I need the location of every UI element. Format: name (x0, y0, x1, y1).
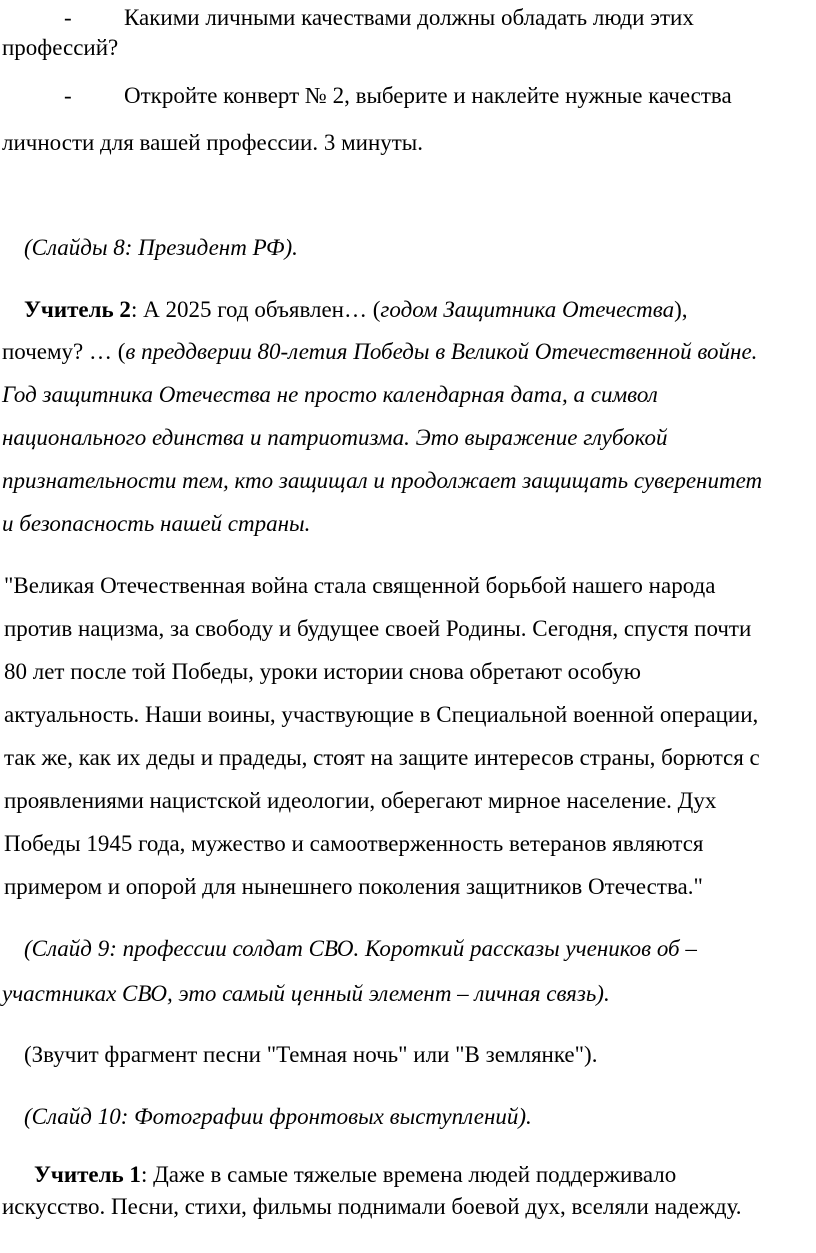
teacher-2-line-1 (24, 296, 688, 324)
teacher-2-line-3-text: Год защитника Отечества не просто календарная дата, а символ (2, 382, 658, 407)
teacher-2-tail: ), (674, 297, 688, 322)
list-item-2-line-2: личности для вашей профессии. 3 минуты. (2, 130, 424, 155)
quote-line: проявлениями нацистской идеологии, оберегают мирное население. Дух (4, 788, 717, 813)
teacher-2-answer: годом Защитника Отечества (380, 297, 675, 322)
quote-line: так же, как их деды и прадеды, стоят на защите интересов страны, борются с (4, 745, 760, 770)
slide-9-line-2-text: участниках СВО, это самый ценный элемент – личная связь). (2, 981, 610, 1006)
teacher-2-line-4-text: национального единства и патриотизма. Это выражение глубокой (2, 425, 668, 450)
slide-9-line-1 (24, 935, 697, 963)
list-dash-1: - (64, 5, 72, 30)
teacher-2-line-3 (2, 381, 658, 409)
teacher-1-line-1 (34, 1161, 676, 1189)
teacher-2-speaker: Учитель 2 (24, 297, 131, 322)
list-item-1-line-1: Какими личными качествами должны обладать люди этих (124, 5, 694, 30)
slide-10-note (24, 1103, 532, 1131)
teacher-1-line-2: искусство. Песни, стихи, фильмы поднимали боевой дух, вселяли надежду. (2, 1194, 742, 1219)
slide-8-note (24, 234, 298, 262)
list-item-1-line-2: профессий? (2, 35, 119, 60)
quote-line: примером и опорой для нынешнего поколения защитников Отечества." (4, 874, 703, 899)
teacher-2-why: почему? … ( (2, 339, 126, 364)
quote-line: "Великая Отечественная война стала священной борьбой нашего народа (4, 573, 716, 598)
teacher-2-line-6 (2, 510, 310, 538)
slide-9-line-1-text: (Слайд 9: профессии солдат СВО. Короткий рассказы учеников об – (24, 936, 697, 961)
song-note: (Звучит фрагмент песни "Темная ночь" или "В землянке"). (24, 1042, 598, 1067)
teacher-2-line-4 (2, 424, 667, 452)
quote-line: Победы 1945 года, мужество и самоотверженность ветеранов являются (4, 831, 704, 856)
slide-10-text: (Слайд 10: Фотографии фронтовых выступлений). (24, 1104, 532, 1129)
teacher-2-question: : А 2025 год объявлен… ( (130, 297, 381, 322)
list-dash-2: - (64, 83, 72, 108)
list-item-2-line-1: Откройте конверт № 2, выберите и наклейте нужные качества (124, 83, 732, 108)
quote-line: 80 лет после той Победы, уроки истории снова обретают особую (4, 659, 641, 684)
quote-line: против нацизма, за свободу и будущее своей Родины. Сегодня, спустя почти (4, 616, 752, 641)
teacher-1-text: : Даже в самые тяжелые времена людей поддерживало (140, 1162, 677, 1187)
slide-8-text: (Слайды 8: Президент РФ). (24, 235, 298, 260)
slide-9-line-2 (2, 980, 610, 1008)
quote-line: актуальность. Наши воины, участвующие в Специальной военной операции, (4, 702, 759, 727)
teacher-2-line-5 (2, 467, 762, 495)
teacher-2-line-2 (2, 338, 757, 366)
teacher-2-line-6-text: и безопасность нашей страны. (2, 511, 311, 536)
teacher-2-line-5-text: признательности тем, кто защищал и продолжает защищать суверенитет (2, 468, 763, 493)
teacher-2-explanation-start: в преддверии 80-летия Победы в Великой Отечественной войне. (125, 339, 758, 364)
teacher-1-speaker: Учитель 1 (34, 1162, 141, 1187)
